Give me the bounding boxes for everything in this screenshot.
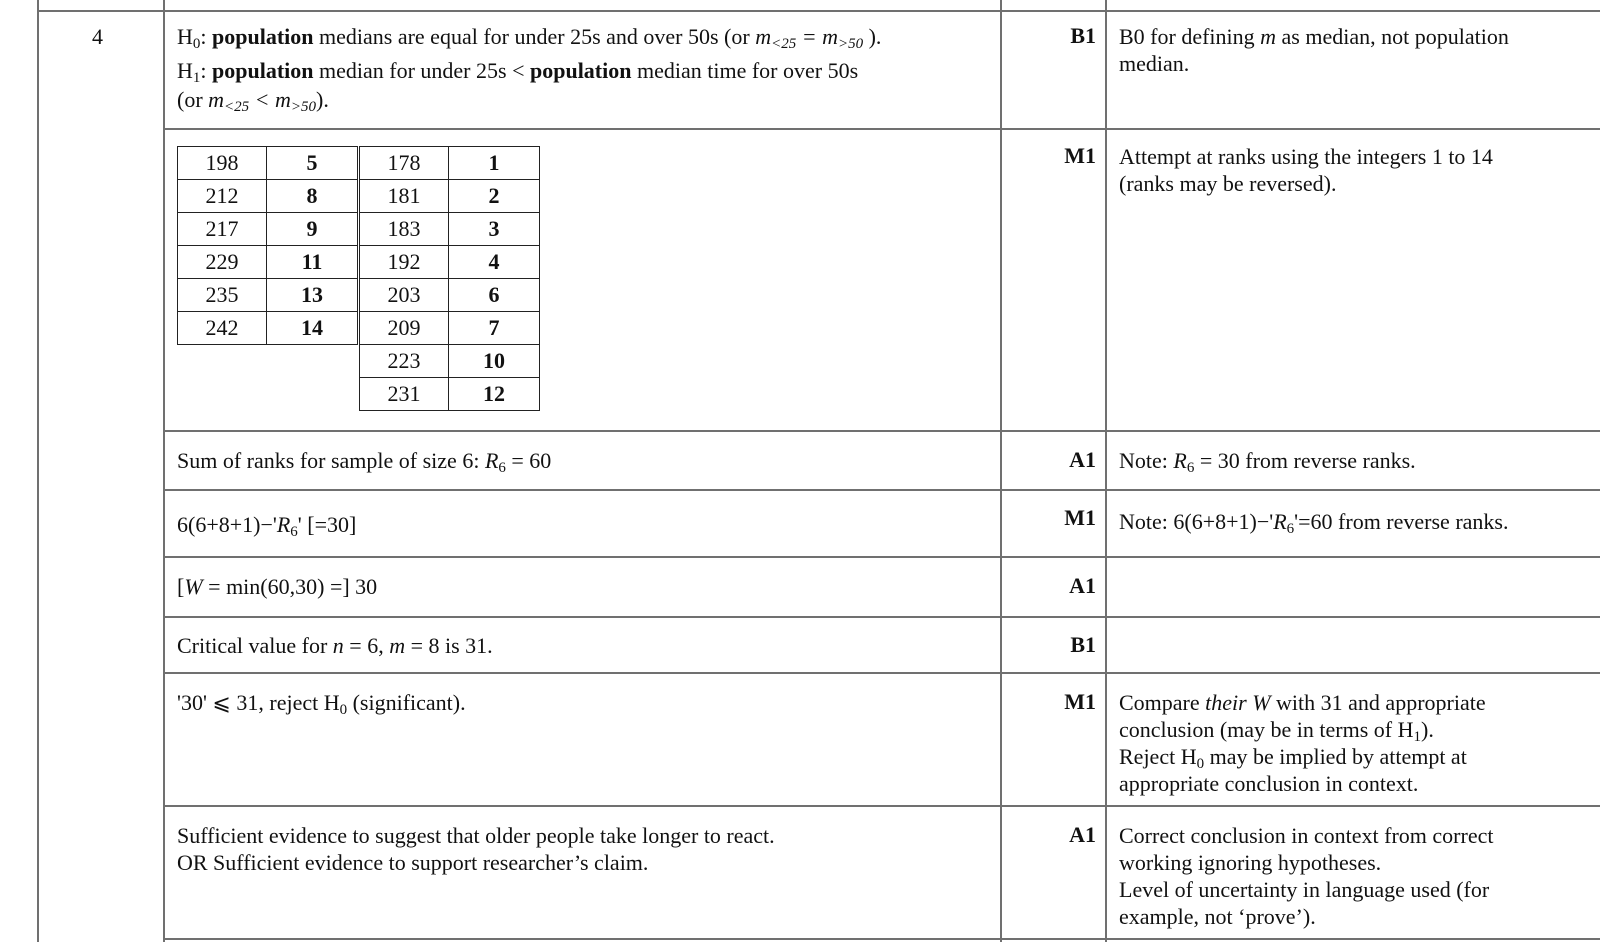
data-value: 203 [360,279,449,312]
top-border [37,10,1600,12]
rank-row [178,147,358,180]
rank-value: 1 [449,147,540,180]
rank-value: 6 [449,279,540,312]
col-line-mark [1105,0,1107,942]
hypothesis-h0: $H_0$: population medians are equal for under 25s and over 50s (or $m_{<25} = m_{>50}$ ). [177,24,882,52]
rank-value: 5 [267,147,358,180]
rank-value: 3 [449,213,540,246]
data-value: 231 [360,378,449,411]
answer-conclusion: Sufficient evidence to suggest that older people take longer to react. OR Sufficient evidence to support researcher’s claim. [177,823,775,875]
row-line-6 [163,672,1600,674]
data-value: 181 [360,180,449,213]
h0-math: $m_{<25} = m_{>50}$ [755,24,864,52]
guidance-row4: Note: $6(6+8+1)-'R_6'=60$ from reverse ranks. [1119,509,1509,537]
hypothesis-h1-line2: (or $m_{<25} < m_{>50}$). [177,87,329,115]
data-value: 178 [360,147,449,180]
rank-row [360,279,540,312]
rank-row [360,345,540,378]
mark-row5: A1 [1069,573,1096,598]
mark-row7: M1 [1064,689,1096,714]
h1-math: $m_{<25} < m_{>50}$ [208,87,317,115]
ranks-over50 [359,146,540,411]
guidance-row7: Compare their W with 31 and appropriate conclusion (may be in terms of $H_1$). Reject $H_0$ may be implied by attempt at appropriate conclusion in context. [1119,690,1486,796]
guidance-row2: Attempt at ranks using the integers 1 to 14 (ranks may be reversed). [1119,144,1493,196]
answer-sum-of-ranks: Sum of ranks for sample of size 6: $R_6 = 60$ [177,448,552,476]
data-value: 212 [178,180,267,213]
mark-row1: B1 [1070,23,1096,48]
guidance-row3: Note: $R_6 = 30$ from reverse ranks. [1119,448,1416,476]
data-value: 192 [360,246,449,279]
mark-row2: M1 [1064,143,1096,168]
row-line-3 [163,489,1600,491]
col-line-left [37,0,39,942]
rank-value: 8 [267,180,358,213]
mark-row4: M1 [1064,505,1096,530]
rank-row [360,378,540,411]
data-value: 183 [360,213,449,246]
rank-row [360,213,540,246]
rank-value: 4 [449,246,540,279]
answer-complement: $6(6+8+1)-'R_6'$ [=30] [177,512,357,540]
rank-row [178,180,358,213]
guidance-row1: B0 for defining m as median, not population median. [1119,24,1509,76]
rank-row [360,147,540,180]
mark-row8: A1 [1069,822,1096,847]
data-value: 223 [360,345,449,378]
row-line-5 [163,616,1600,618]
rank-row [178,213,358,246]
row-line-2 [163,430,1600,432]
ranks-under25 [177,146,358,345]
rank-value: 11 [267,246,358,279]
data-value: 209 [360,312,449,345]
hypothesis-h1: $H_1$: population median for under 25s < population median time for over 50s [177,58,859,86]
rank-row [178,279,358,312]
col-line-answer [1000,0,1002,942]
rank-value: 14 [267,312,358,345]
rank-row [178,312,358,345]
rank-value: 12 [449,378,540,411]
mark-row6: B1 [1070,632,1096,657]
data-value: 242 [178,312,267,345]
row-line-4 [163,556,1600,558]
answer-critical-value: Critical value for n = 6, m = 8 is 31. [177,633,493,658]
rank-row [360,180,540,213]
col-line-question [163,0,165,942]
row-line-7 [163,805,1600,807]
data-value: 235 [178,279,267,312]
mark-row3: A1 [1069,447,1096,472]
data-value: 198 [178,147,267,180]
rank-value: 9 [267,213,358,246]
data-value: 229 [178,246,267,279]
data-value: 217 [178,213,267,246]
row-line-1 [163,128,1600,130]
rank-value: 13 [267,279,358,312]
answer-w-value: [W = min(60,30) =] 30 [177,574,378,599]
rank-value: 2 [449,180,540,213]
rank-value: 10 [449,345,540,378]
rank-row [360,312,540,345]
rank-row [360,246,540,279]
question-number: 4 [92,24,103,49]
rank-row [178,246,358,279]
answer-reject-h0: '30' ⩽ 31, reject $H_0$ (significant). [177,690,466,718]
row-line-8 [163,938,1600,940]
rank-value: 7 [449,312,540,345]
guidance-row8: Correct conclusion in context from correct working ignoring hypotheses. Level of uncertainty in language used (for example, not ‘prove’). [1119,823,1494,929]
